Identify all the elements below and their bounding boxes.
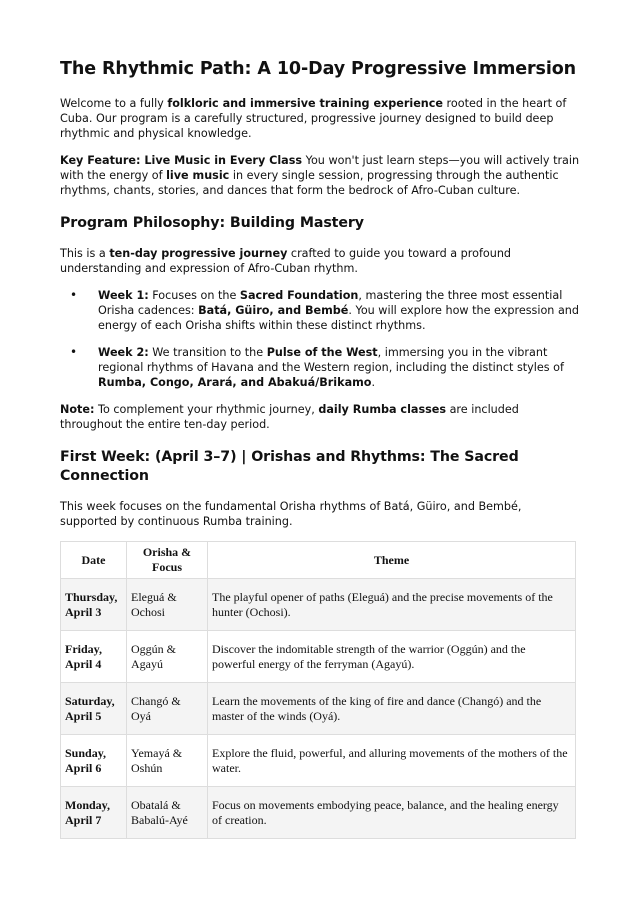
key-feature-paragraph: Key Feature: Live Music in Every Class You won't just learn steps—you will actively train with the energy of live music in every single session, progressing through the authentic rhythms, chants, stories, and dances that form the bedrock of Afro-Cuban culture. [60,154,580,197]
orisha-cell: Oggún & Agayú [127,631,208,683]
note-paragraph: Note: To complement your rhythmic journey, daily Rumba classes are included throughout the entire ten-day period. [60,403,519,431]
theme-cell: Focus on movements embodying peace, balance, and the healing energy of creation. [208,787,576,839]
page-title: The Rhythmic Path: A 10-Day Progressive Immersion [60,59,577,79]
theme-cell: Explore the fluid, powerful, and alluring movements of the mothers of the water. [208,735,576,787]
theme-cell: Discover the indomitable strength of the warrior (Oggún) and the powerful energy of the ferryman (Agayú). [208,631,576,683]
philosophy-heading: Program Philosophy: Building Mastery [60,215,364,231]
table-row [61,683,576,735]
theme-cell: The playful opener of paths (Eleguá) and the precise movements of the hunter (Ochosi). [208,579,576,631]
table-row [61,735,576,787]
date-cell: Friday, April 4 [61,631,127,683]
table-header-row [61,542,576,579]
first-week-intro: This week focuses on the fundamental Orisha rhythms of Batá, Güiro, and Bembé, supported by continuous Rumba training. [60,500,522,528]
column-header-orisha: Orisha & Focus [127,542,208,579]
bullet-icon: • [70,345,78,359]
table-row [61,631,576,683]
date-cell: Saturday, April 5 [61,683,127,735]
orisha-cell: Obatalá & Babalú-Ayé [127,787,208,839]
philosophy-paragraph: This is a ten-day progressive journey crafted to guide you toward a profound understanding and expression of Afro-Cuban rhythm. [60,247,512,275]
table-row [61,787,576,839]
table-row [61,579,576,631]
list-item-week-1: • Week 1: Focuses on the Sacred Foundation, mastering the three most essential Orisha cadences: Batá, Güiro, and Bembé. You will explore how the expression and energy of each Orisha shifts within these distinct rhythms. [70,288,580,332]
schedule-table [60,541,576,839]
orisha-cell: Changó & Oyá [127,683,208,735]
date-cell: Sunday, April 6 [61,735,127,787]
date-cell: Monday, April 7 [61,787,127,839]
bullet-icon: • [70,288,78,302]
first-week-heading: First Week: (April 3–7) | Orishas and Rhythms: The Sacred Connection [60,449,519,484]
intro-paragraph: Welcome to a fully folkloric and immersive training experience rooted in the heart of Cuba. Our program is a carefully structured, progressive journey designed to build deep rhythmic and physical knowledge. [60,97,567,140]
list-item-week-2: • Week 2: We transition to the Pulse of the West, immersing you in the vibrant regional rhythms of Havana and the Western region, including the distinct styles of Rumba, Congo, Arará, and Abakuá/Brikamo. [70,345,564,389]
document-page [60,58,580,839]
column-header-theme: Theme [208,542,576,579]
column-header-date: Date [61,542,127,579]
weeks-list [60,288,580,390]
orisha-cell: Yemayá & Oshún [127,735,208,787]
theme-cell: Learn the movements of the king of fire and dance (Changó) and the master of the winds (Oyá). [208,683,576,735]
date-cell: Thursday, April 3 [61,579,127,631]
orisha-cell: Eleguá & Ochosi [127,579,208,631]
